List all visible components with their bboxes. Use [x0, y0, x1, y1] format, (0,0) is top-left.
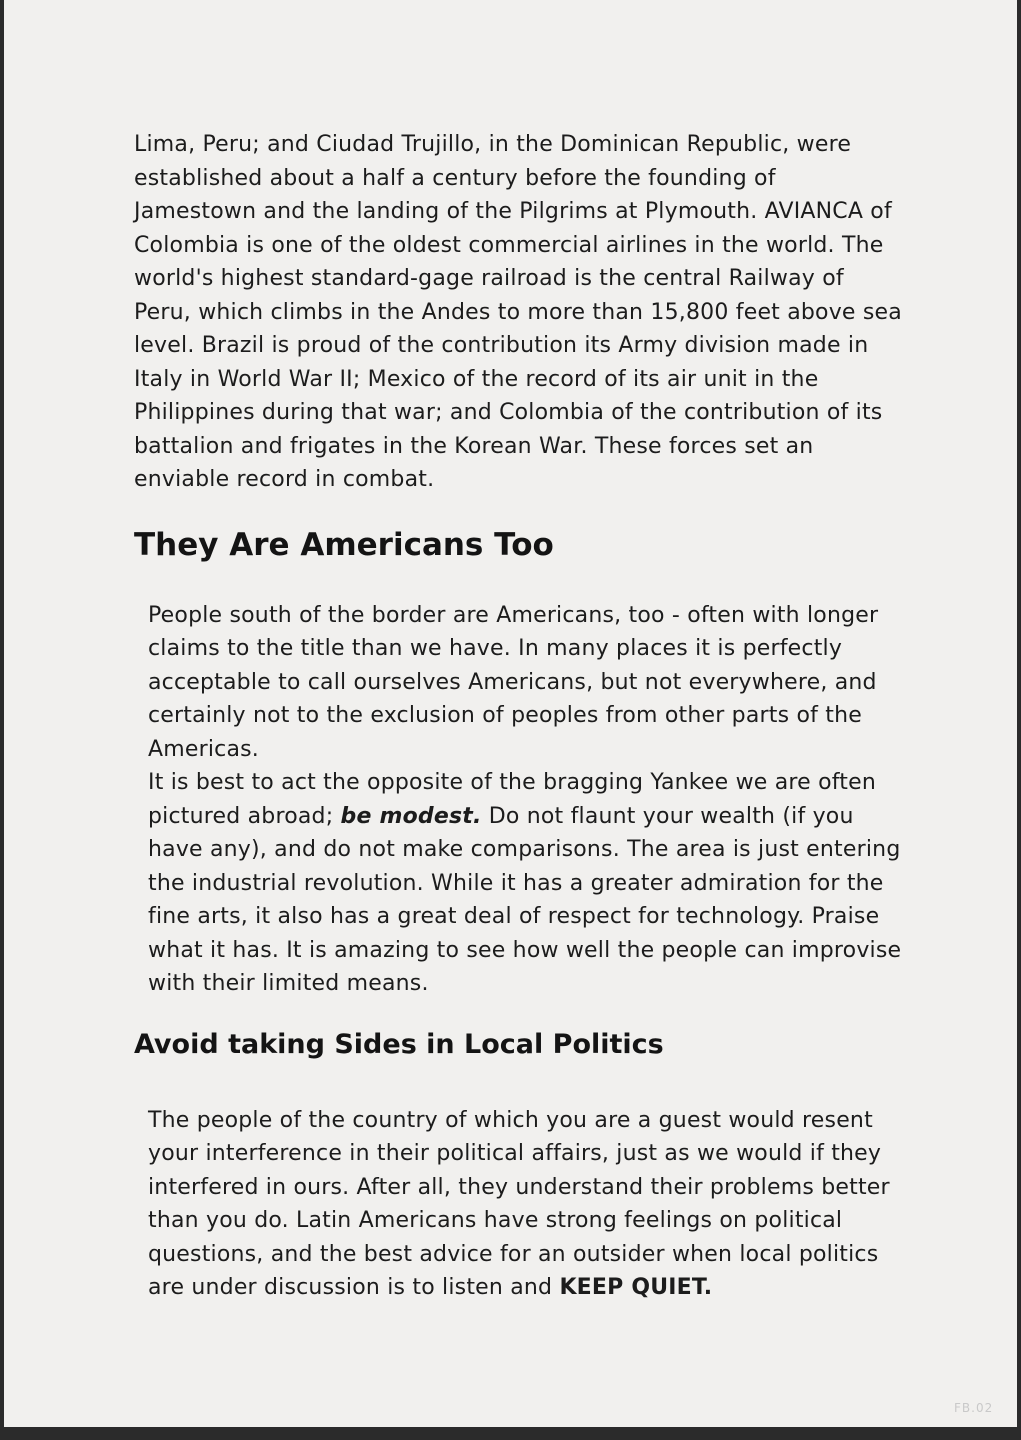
archive-stamp: FB.02: [954, 1401, 994, 1415]
keep-quiet-emphasis: KEEP QUIET.: [559, 1275, 713, 1300]
paper-sheet: [4, 0, 1017, 1427]
section-heading-politics: Avoid taking Sides in Local Politics: [134, 1028, 664, 1060]
intro-paragraph: Lima, Peru; and Ciudad Trujillo, in the Dominican Republic, were established about a half a century before the founding of Jamestown and the landing of the Pilgrims at Plymouth. AVIANCA of Colombia is one of the oldest commercial airlines in the world. The world's highest standard-gage railroad is the central Railway of Peru, which climbs in the Andes to more than 15,800 feet above sea level. Brazil is proud of the contribution its Army division made in Italy in World War II; Mexico of the record of its air unit in the Philippines during that war; and Colombia of the contribution of its battalion and frigates in the Korean War. These forces set an enviable record in combat.: [134, 132, 902, 492]
page-content: [134, 128, 904, 1305]
paragraph-2-start: It is best to act the opposite of the bragging Yankee we are often pictured abroad;: [148, 770, 877, 829]
paragraph-2-end: Do not flaunt your wealth (if you have any), and do not make comparisons. The area is just entering the industrial revolution. While it has a greater admiration for the fine arts, it also has a great deal of respect for technology. Praise what it has. It is amazing to see how well the people can improvise with their limited means.: [148, 803, 902, 996]
americans-paragraph-1: People south of the border are Americans, too - often with longer claims to the title than we have. In many places it is perfectly acceptable to call ourselves Americans, but not everywhere, and certainly not to the exclusion of peoples from other parts of the Americas.: [148, 602, 879, 762]
section-heading-americans: They Are Americans Too: [134, 526, 554, 563]
americans-paragraph-2: [134, 766, 904, 1001]
politics-paragraph-start: The people of the country of which you are a guest would resent your interference in their political affairs, just as we would if they interfered in ours. After all, they understand their problems better than you do. Latin Americans have strong feelings on political questions, and the best advice for an outsider when local politics are under discussion is to listen and: [148, 1107, 890, 1300]
be-modest-emphasis: be modest.: [340, 803, 482, 829]
politics-paragraph: [134, 1104, 904, 1305]
